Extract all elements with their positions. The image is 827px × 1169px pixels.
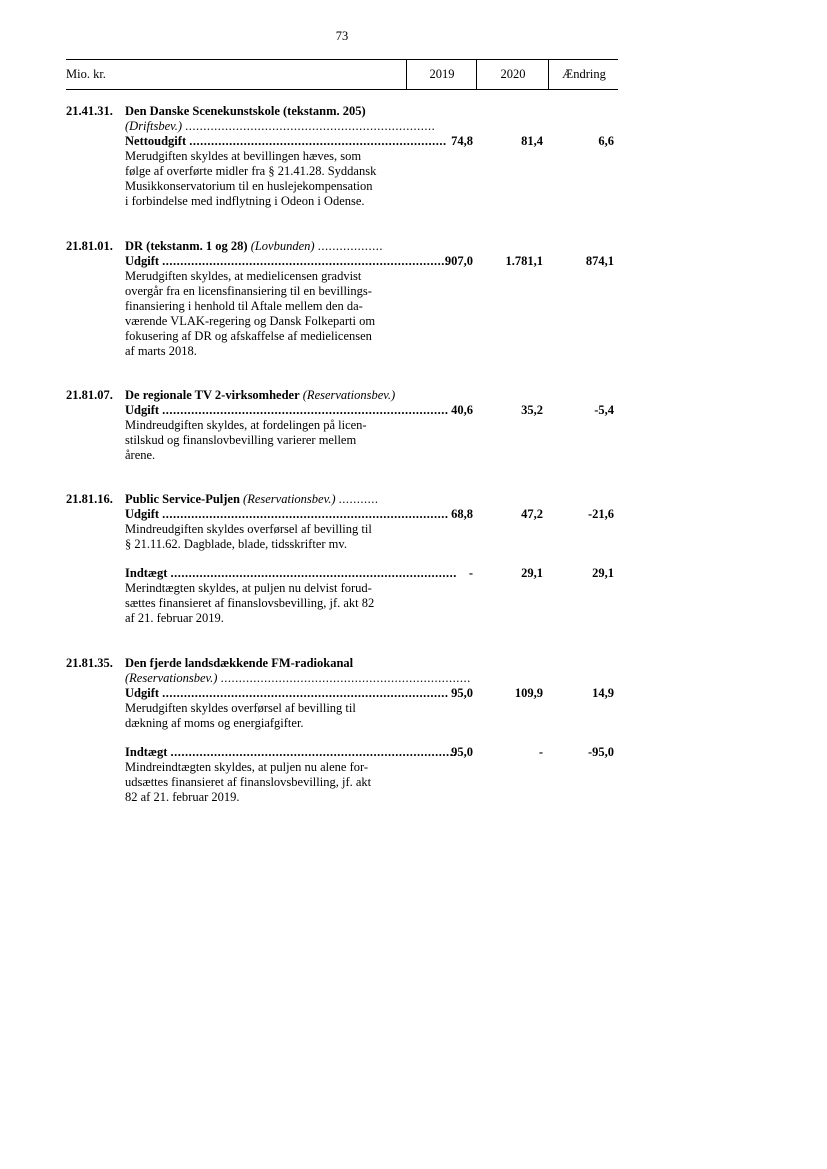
row-label: Udgift bbox=[125, 254, 160, 268]
section-code: 21.81.07. bbox=[66, 388, 113, 402]
unit-label: Mio. kr. bbox=[66, 67, 106, 81]
section-title-italic: (Reservationsbev.) bbox=[243, 492, 336, 506]
page-number: 73 bbox=[335, 29, 349, 43]
value-2019: 907,0 bbox=[444, 254, 473, 268]
row-description: Mindreindtægten skyldes, at puljen nu alene for- udsættes finansieret af finanslovsbevilling, jf. akt 82 af 21. februar 2019. bbox=[125, 760, 372, 804]
section-title: Den Danske Scenekunstskole (tekstanm. 205) bbox=[125, 104, 366, 118]
column-header-change: Ændring bbox=[548, 60, 619, 89]
row-description: Merudgiften skyldes, at medielicensen gradvist overgår fra en licensfinansiering til en bevillings- finansiering i henhold til Aftale mellem den da- værende VLAK-regering og Dansk Folkeparti om fokusering af DR og afskaffelse af medielicensen af marts 2018. bbox=[125, 269, 376, 358]
row-description: Mindreudgiften skyldes, at fordelingen på licen- stilskud og finanslovbevilling varierer mellem årene. bbox=[125, 418, 367, 462]
row-description: Merudgiften skyldes at bevillingen hæves, som følge af overførte midler fra § 21.41.28. Syddansk Musikkonservatorium til en huslejekompensation i forbindelse med indflytning i Odeon i Odense. bbox=[125, 149, 377, 208]
value-change: 6,6 bbox=[598, 134, 614, 148]
value-2020: 35,2 bbox=[521, 403, 543, 417]
row-description: Merudgiften skyldes overførsel af bevilling til dækning af moms og energiafgifter. bbox=[125, 701, 356, 730]
section-title: Den fjerde landsdækkende FM-radiokanal bbox=[125, 656, 354, 670]
value-2020: 47,2 bbox=[521, 507, 543, 521]
section-21-41-31: 21.41.31. Den Danske Scenekunstskole (tekstanm. 205) (Driftsbev.) ..................................................................... Nettoudgift ....................................................................... 74,8 81,4 6,6 Merudgiften skyldes at bevillingen hæves, som følge af overførte midler fra § 21.41.28. Syddansk Musikkonservatorium til en huslejekompensation i forbindelse med indflytning i Odeon i Odense. bbox=[66, 104, 614, 208]
section-21-81-01: 21.81.01. DR (tekstanm. 1 og 28) (Lovbunden) .................. Udgift ............................................................................... 907,0 1.781,1 874,1 Merudgiften skyldes, at medielicensen gradvist overgår fra en licensfinansiering til en bevillings- finansiering i henhold til Aftale mellem den da- værende VLAK-regering og Dansk Folkeparti om fokusering af DR og afskaffelse af medielicensen af marts 2018. bbox=[66, 239, 614, 358]
section-code: 21.41.31. bbox=[66, 104, 113, 118]
section-title: De regionale TV 2-virksomheder bbox=[125, 388, 300, 402]
value-2020: 29,1 bbox=[521, 566, 543, 580]
value-change: 29,1 bbox=[592, 566, 614, 580]
value-change: -5,4 bbox=[594, 403, 614, 417]
value-2019: 95,0 bbox=[451, 745, 473, 759]
row-label: Udgift bbox=[125, 686, 160, 700]
section-subtitle: (Reservationsbev.) bbox=[125, 671, 218, 685]
value-change: -21,6 bbox=[587, 507, 614, 521]
section-21-81-35: 21.81.35. Den fjerde landsdækkende FM-radiokanal (Reservationsbev.) ..................................................................... Udgift ............................................................................... 95,0 109,9 14,9 Merudgiften skyldes overførsel af bevilling til dækning af moms og energiafgifter. Indtægt ............................................................................... 95,0 - -95,0 Mindreindtægten skyldes, at puljen nu alene for- udsættes finansieret af finanslovsbevilling, jf. akt 82 af 21. februar 2019. bbox=[66, 656, 614, 804]
value-2019: - bbox=[468, 566, 473, 580]
value-2019: 74,8 bbox=[451, 134, 473, 148]
table-header bbox=[66, 59, 618, 90]
row-label: Indtægt bbox=[125, 566, 168, 580]
row-label: Udgift bbox=[125, 507, 160, 521]
section-code: 21.81.35. bbox=[66, 656, 113, 670]
column-header-2020: 2020 bbox=[476, 60, 549, 89]
section-code: 21.81.01. bbox=[66, 239, 113, 253]
section-title: DR (tekstanm. 1 og 28) bbox=[125, 239, 248, 253]
value-2019: 68,8 bbox=[451, 507, 473, 521]
row-label: Indtægt bbox=[125, 745, 168, 759]
section-title: Public Service-Puljen bbox=[125, 492, 240, 506]
section-code: 21.81.16. bbox=[66, 492, 113, 506]
section-title-italic: (Lovbunden) bbox=[250, 239, 315, 253]
section-21-81-07: 21.81.07. De regionale TV 2-virksomheder (Reservationsbev.) Udgift ............................................................................... 40,6 35,2 -5,4 Mindreudgiften skyldes, at fordelingen på licen- stilskud og finanslovbevilling varierer mellem årene. bbox=[66, 388, 614, 462]
section-21-81-16: 21.81.16. Public Service-Puljen (Reservationsbev.) ........... Udgift ............................................................................... 68,8 47,2 -21,6 Mindreudgiften skyldes overførsel af bevilling til § 21.11.62. Dagblade, blade, tidsskrifter mv. Indtægt ............................................................................... - 29,1 29,1 Merindtægten skyldes, at puljen nu delvist forud- sættes finansieret af finanslovsbevilling, jf. akt 82 af 21. februar 2019. bbox=[66, 492, 614, 625]
section-title-italic: (Reservationsbev.) bbox=[302, 388, 396, 402]
row-label: Nettoudgift bbox=[125, 134, 187, 148]
column-header-2019: 2019 bbox=[406, 60, 477, 89]
value-2019: 95,0 bbox=[451, 686, 473, 700]
row-description: Mindreudgiften skyldes overførsel af bevilling til § 21.11.62. Dagblade, blade, tidsskrifter mv. bbox=[125, 522, 372, 551]
value-2020: 1.781,1 bbox=[505, 254, 543, 268]
row-label: Udgift bbox=[125, 403, 160, 417]
value-change: 874,1 bbox=[585, 254, 614, 268]
section-subtitle: (Driftsbev.) bbox=[125, 119, 183, 133]
value-change: 14,9 bbox=[592, 686, 614, 700]
value-2019: 40,6 bbox=[451, 403, 473, 417]
row-description: Merindtægten skyldes, at puljen nu delvist forud- sættes finansieret af finanslovsbevilling, jf. akt 82 af 21. februar 2019. bbox=[125, 581, 375, 625]
value-2020: 109,9 bbox=[514, 686, 543, 700]
value-2020: 81,4 bbox=[521, 134, 543, 148]
value-2020: - bbox=[538, 745, 543, 759]
value-change: -95,0 bbox=[587, 745, 614, 759]
